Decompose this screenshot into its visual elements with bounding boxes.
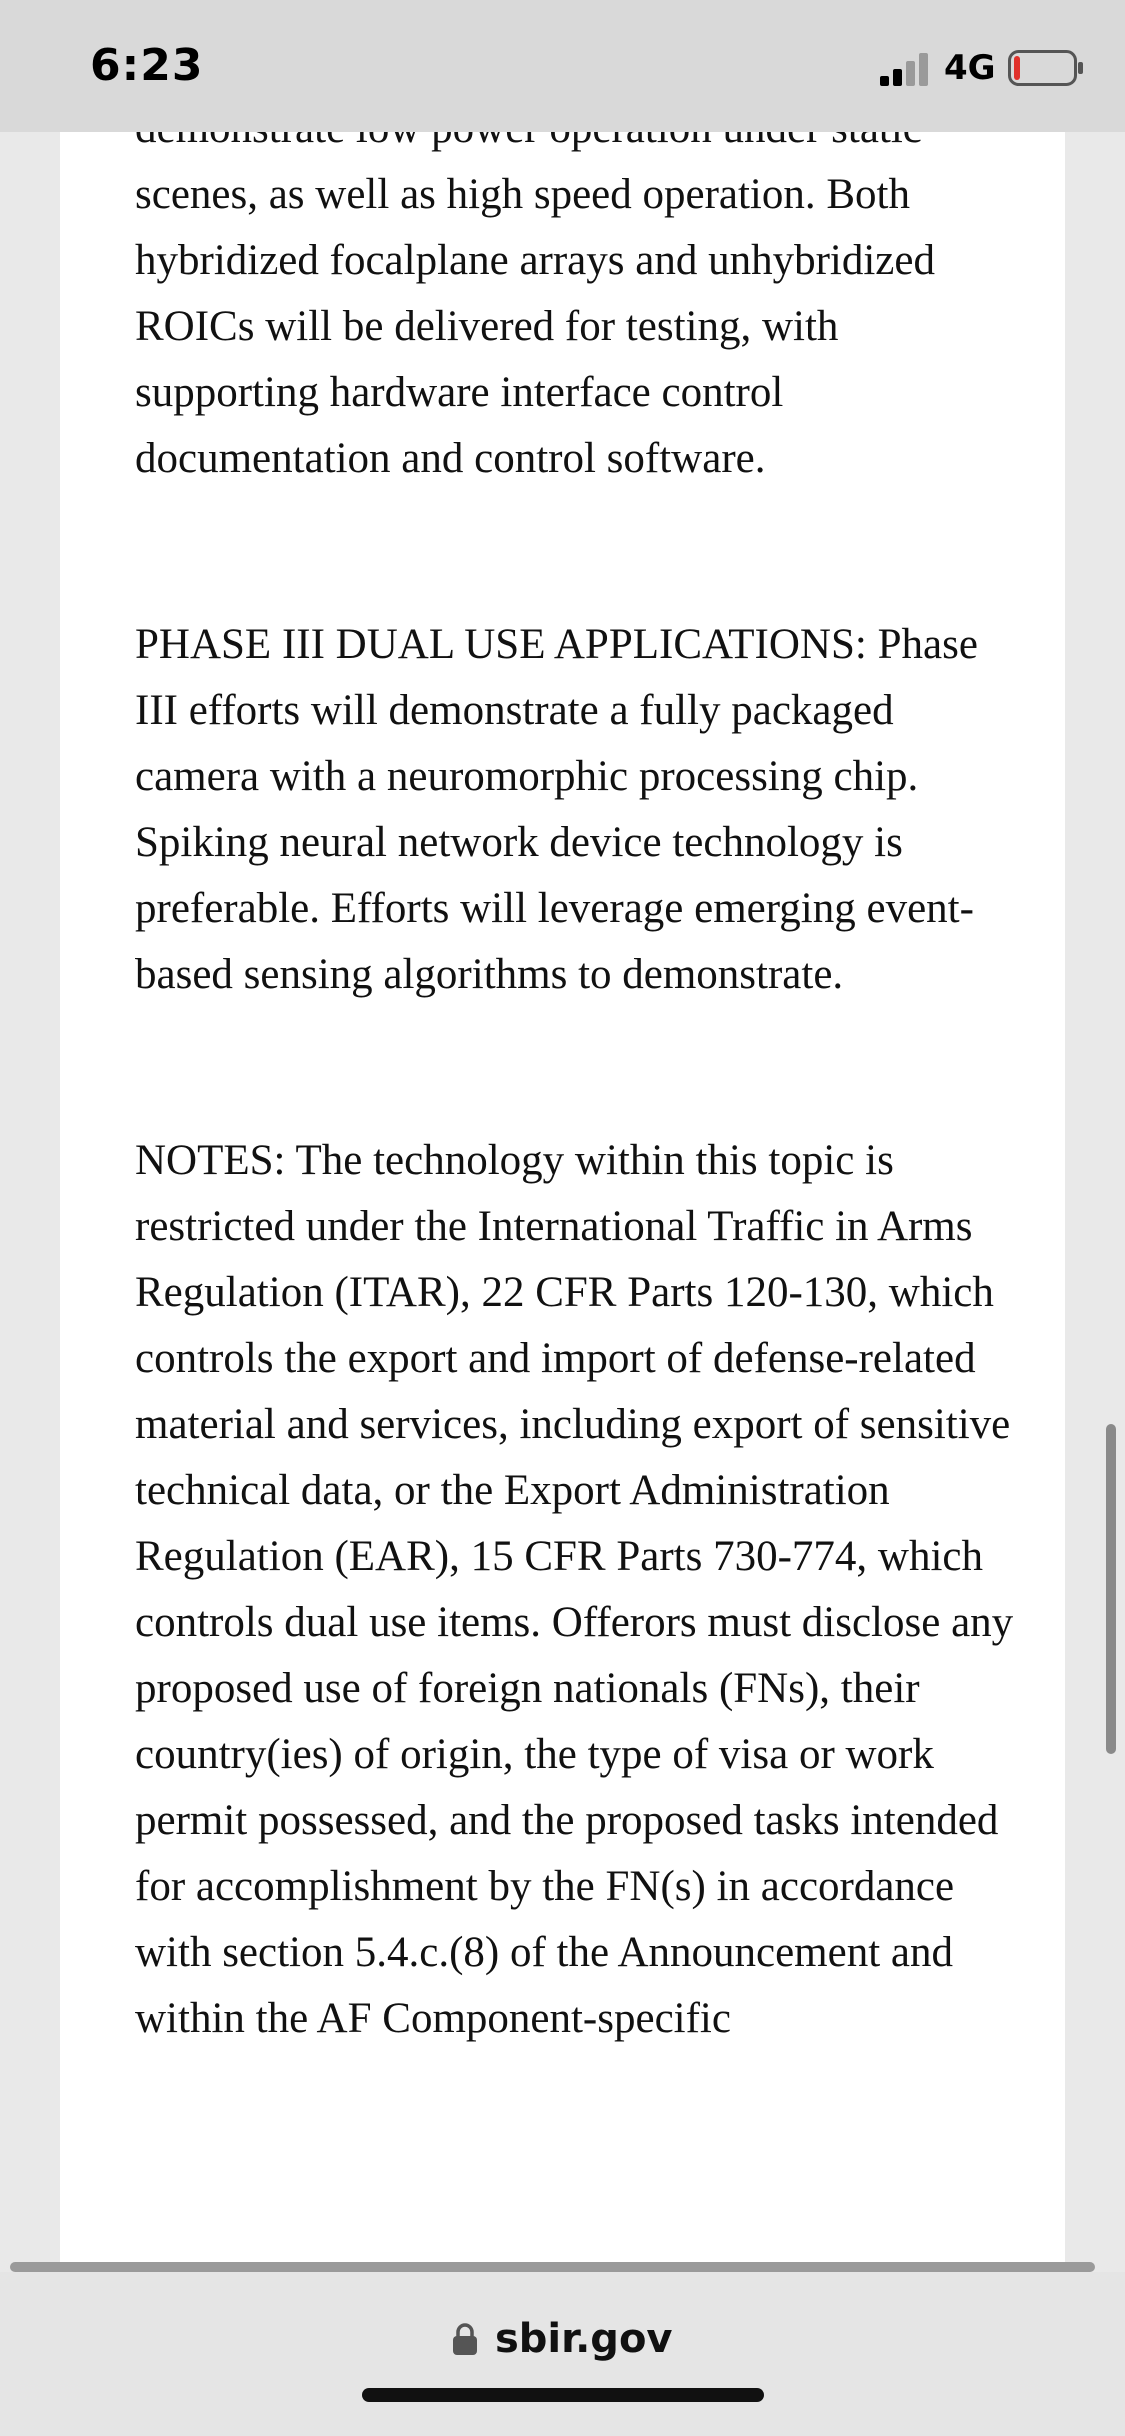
page-progress-line bbox=[10, 2262, 1095, 2272]
article-body bbox=[135, 96, 1015, 2052]
phase-ii-paragraph: scenes, as well as high speed operation. Both hybridized focalplane arrays and unhybridized ROICs will be delivered for testing, with supporting hardware interface control documentation and control software. bbox=[135, 171, 935, 482]
lock-icon bbox=[452, 2322, 478, 2356]
phase-iii-paragraph: PHASE III DUAL USE APPLICATIONS: Phase III efforts will demonstrate a fully packaged camera with a neuromorphic processing chip. Spiking neural network device technology is preferable. Efforts will leverage emerging event-based sensing algorithms to demonstrate. bbox=[135, 621, 978, 998]
page-scrollbar[interactable] bbox=[1106, 1424, 1116, 1754]
clock-time: 6:23 bbox=[90, 40, 204, 91]
address-field[interactable] bbox=[0, 2316, 1125, 2362]
url-bar[interactable] bbox=[0, 2272, 1125, 2436]
home-indicator[interactable] bbox=[362, 2388, 764, 2402]
notes-paragraph: NOTES: The technology within this topic is restricted under the International Traffic in Arms Regulation (ITAR), 22 CFR Parts 120-130, which controls the export and import of defense-related material and services, including export of sensitive technical data, or the Export Administration Regulation (EAR), 15 CFR Parts 730-774, which controls dual use items. Offerors must disclose any proposed use of foreign nationals (FNs), their country(ies) of origin, the type of visa or work permit possessed, and the proposed tasks intended for accomplishment by the FN(s) in accordance with section 5.4.c.(8) of the Announcement and within the AF Component-specific bbox=[135, 1137, 1014, 2042]
url-domain: sbir.gov bbox=[494, 2316, 673, 2362]
status-bar bbox=[0, 0, 1125, 132]
cellular-signal-icon bbox=[878, 52, 934, 86]
battery-icon bbox=[1008, 50, 1084, 86]
network-type: 4G bbox=[944, 48, 996, 88]
web-page-content bbox=[60, 132, 1065, 2272]
